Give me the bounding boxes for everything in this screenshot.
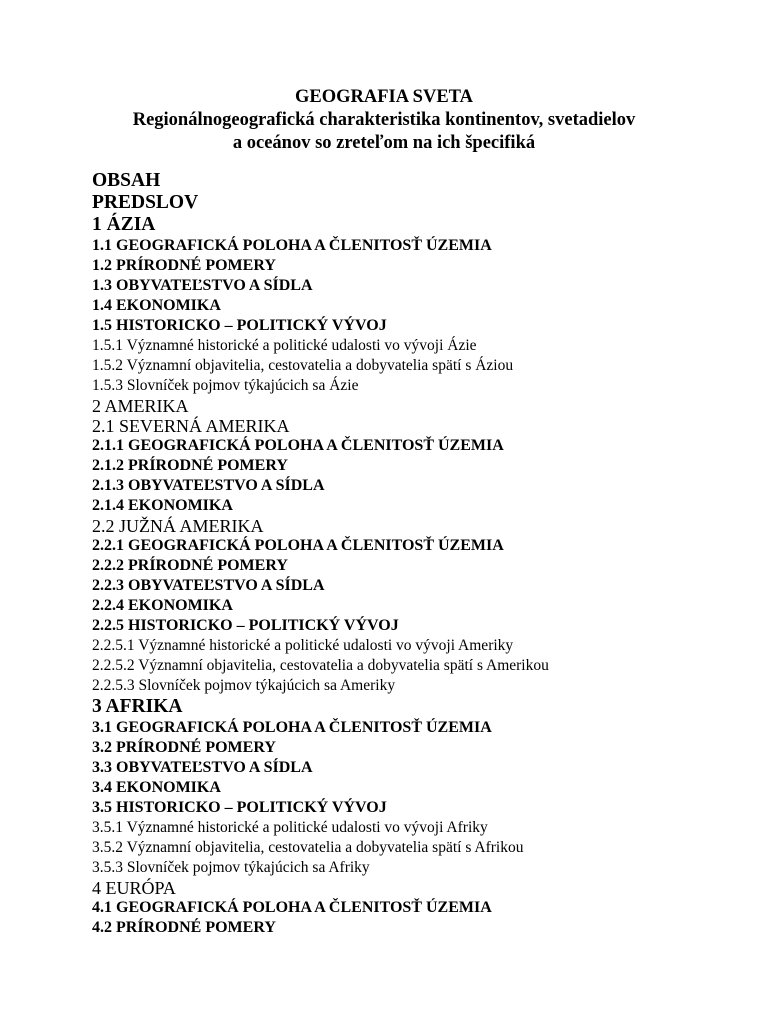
- title-block: [0, 86, 768, 155]
- toc-entry: 1.3 OBYVATEĽSTVO A SÍDLA: [92, 277, 313, 294]
- toc-entry: 2.2 JUŽNÁ AMERIKA: [92, 516, 264, 536]
- toc-entry: 2.1.1 GEOGRAFICKÁ POLOHA A ČLENITOSŤ ÚZEMIA: [92, 437, 504, 454]
- toc-entry: 4.1 GEOGRAFICKÁ POLOHA A ČLENITOSŤ ÚZEMIA: [92, 899, 492, 916]
- toc-entry: 2.2.5.3 Slovníček pojmov týkajúcich sa Ameriky: [92, 677, 396, 694]
- toc-entry: 3.4 EKONOMIKA: [92, 779, 221, 796]
- toc-entry: PREDSLOV: [92, 192, 199, 213]
- toc-entry: 3.5 HISTORICKO – POLITICKÝ VÝVOJ: [92, 799, 387, 816]
- toc-entry: 3.5.1 Významné historické a politické udalosti vo vývoji Afriky: [92, 819, 488, 836]
- toc-entry: 1.5 HISTORICKO – POLITICKÝ VÝVOJ: [92, 317, 387, 334]
- toc-entry: 2.1.2 PRÍRODNÉ POMERY: [92, 457, 288, 474]
- toc-entry: 2.2.5.1 Významné historické a politické udalosti vo vývoji Ameriky: [92, 637, 514, 654]
- document-subtitle-line-2: a oceánov so zreteľom na ich špecifiká: [232, 133, 536, 153]
- toc-entry: 2.2.5.2 Významní objavitelia, cestovatelia a dobyvatelia spätí s Amerikou: [92, 657, 549, 674]
- toc-entry: 3.3 OBYVATEĽSTVO A SÍDLA: [92, 759, 313, 776]
- toc-entry: 3.1 GEOGRAFICKÁ POLOHA A ČLENITOSŤ ÚZEMIA: [92, 719, 492, 736]
- toc-entry: 1 ÁZIA: [92, 214, 156, 235]
- document-title: GEOGRAFIA SVETA: [294, 87, 473, 107]
- document-subtitle-line-1: Regionálnogeografická charakteristika kontinentov, svetadielov: [132, 110, 636, 130]
- toc-entry: 4 EURÓPA: [92, 878, 176, 898]
- toc-entry: 1.4 EKONOMIKA: [92, 297, 221, 314]
- toc-entry: 2.1 SEVERNÁ AMERIKA: [92, 416, 290, 436]
- toc-entry: 3.5.2 Významní objavitelia, cestovatelia a dobyvatelia spätí s Afrikou: [92, 839, 524, 856]
- toc-entry: 1.5.1 Významné historické a politické udalosti vo vývoji Ázie: [92, 337, 477, 354]
- toc-entry: 4.2 PRÍRODNÉ POMERY: [92, 919, 276, 936]
- toc-entry: 2.2.4 EKONOMIKA: [92, 597, 233, 614]
- toc-entry: 3.5.3 Slovníček pojmov týkajúcich sa Afriky: [92, 859, 370, 876]
- toc-entry: 3.2 PRÍRODNÉ POMERY: [92, 739, 276, 756]
- toc-entry: 3 AFRIKA: [92, 696, 183, 717]
- toc-entry: 1.5.2 Významní objavitelia, cestovatelia a dobyvatelia spätí s Áziou: [92, 357, 514, 374]
- toc-entry: 2.2.5 HISTORICKO – POLITICKÝ VÝVOJ: [92, 617, 399, 634]
- toc-entry: 1.2 PRÍRODNÉ POMERY: [92, 257, 276, 274]
- toc-entry: 2.2.1 GEOGRAFICKÁ POLOHA A ČLENITOSŤ ÚZEMIA: [92, 537, 504, 554]
- toc-entry: 2.2.3 OBYVATEĽSTVO A SÍDLA: [92, 577, 325, 594]
- toc-entry: OBSAH: [92, 170, 161, 191]
- toc-entry: 2.1.3 OBYVATEĽSTVO A SÍDLA: [92, 477, 325, 494]
- toc-entry: 2 AMERIKA: [92, 396, 189, 416]
- table-of-contents: [92, 170, 732, 938]
- toc-entry: 2.1.4 EKONOMIKA: [92, 497, 233, 514]
- toc-entry: 2.2.2 PRÍRODNÉ POMERY: [92, 557, 288, 574]
- toc-entry: 1.1 GEOGRAFICKÁ POLOHA A ČLENITOSŤ ÚZEMIA: [92, 237, 492, 254]
- toc-entry: 1.5.3 Slovníček pojmov týkajúcich sa Ázie: [92, 377, 359, 394]
